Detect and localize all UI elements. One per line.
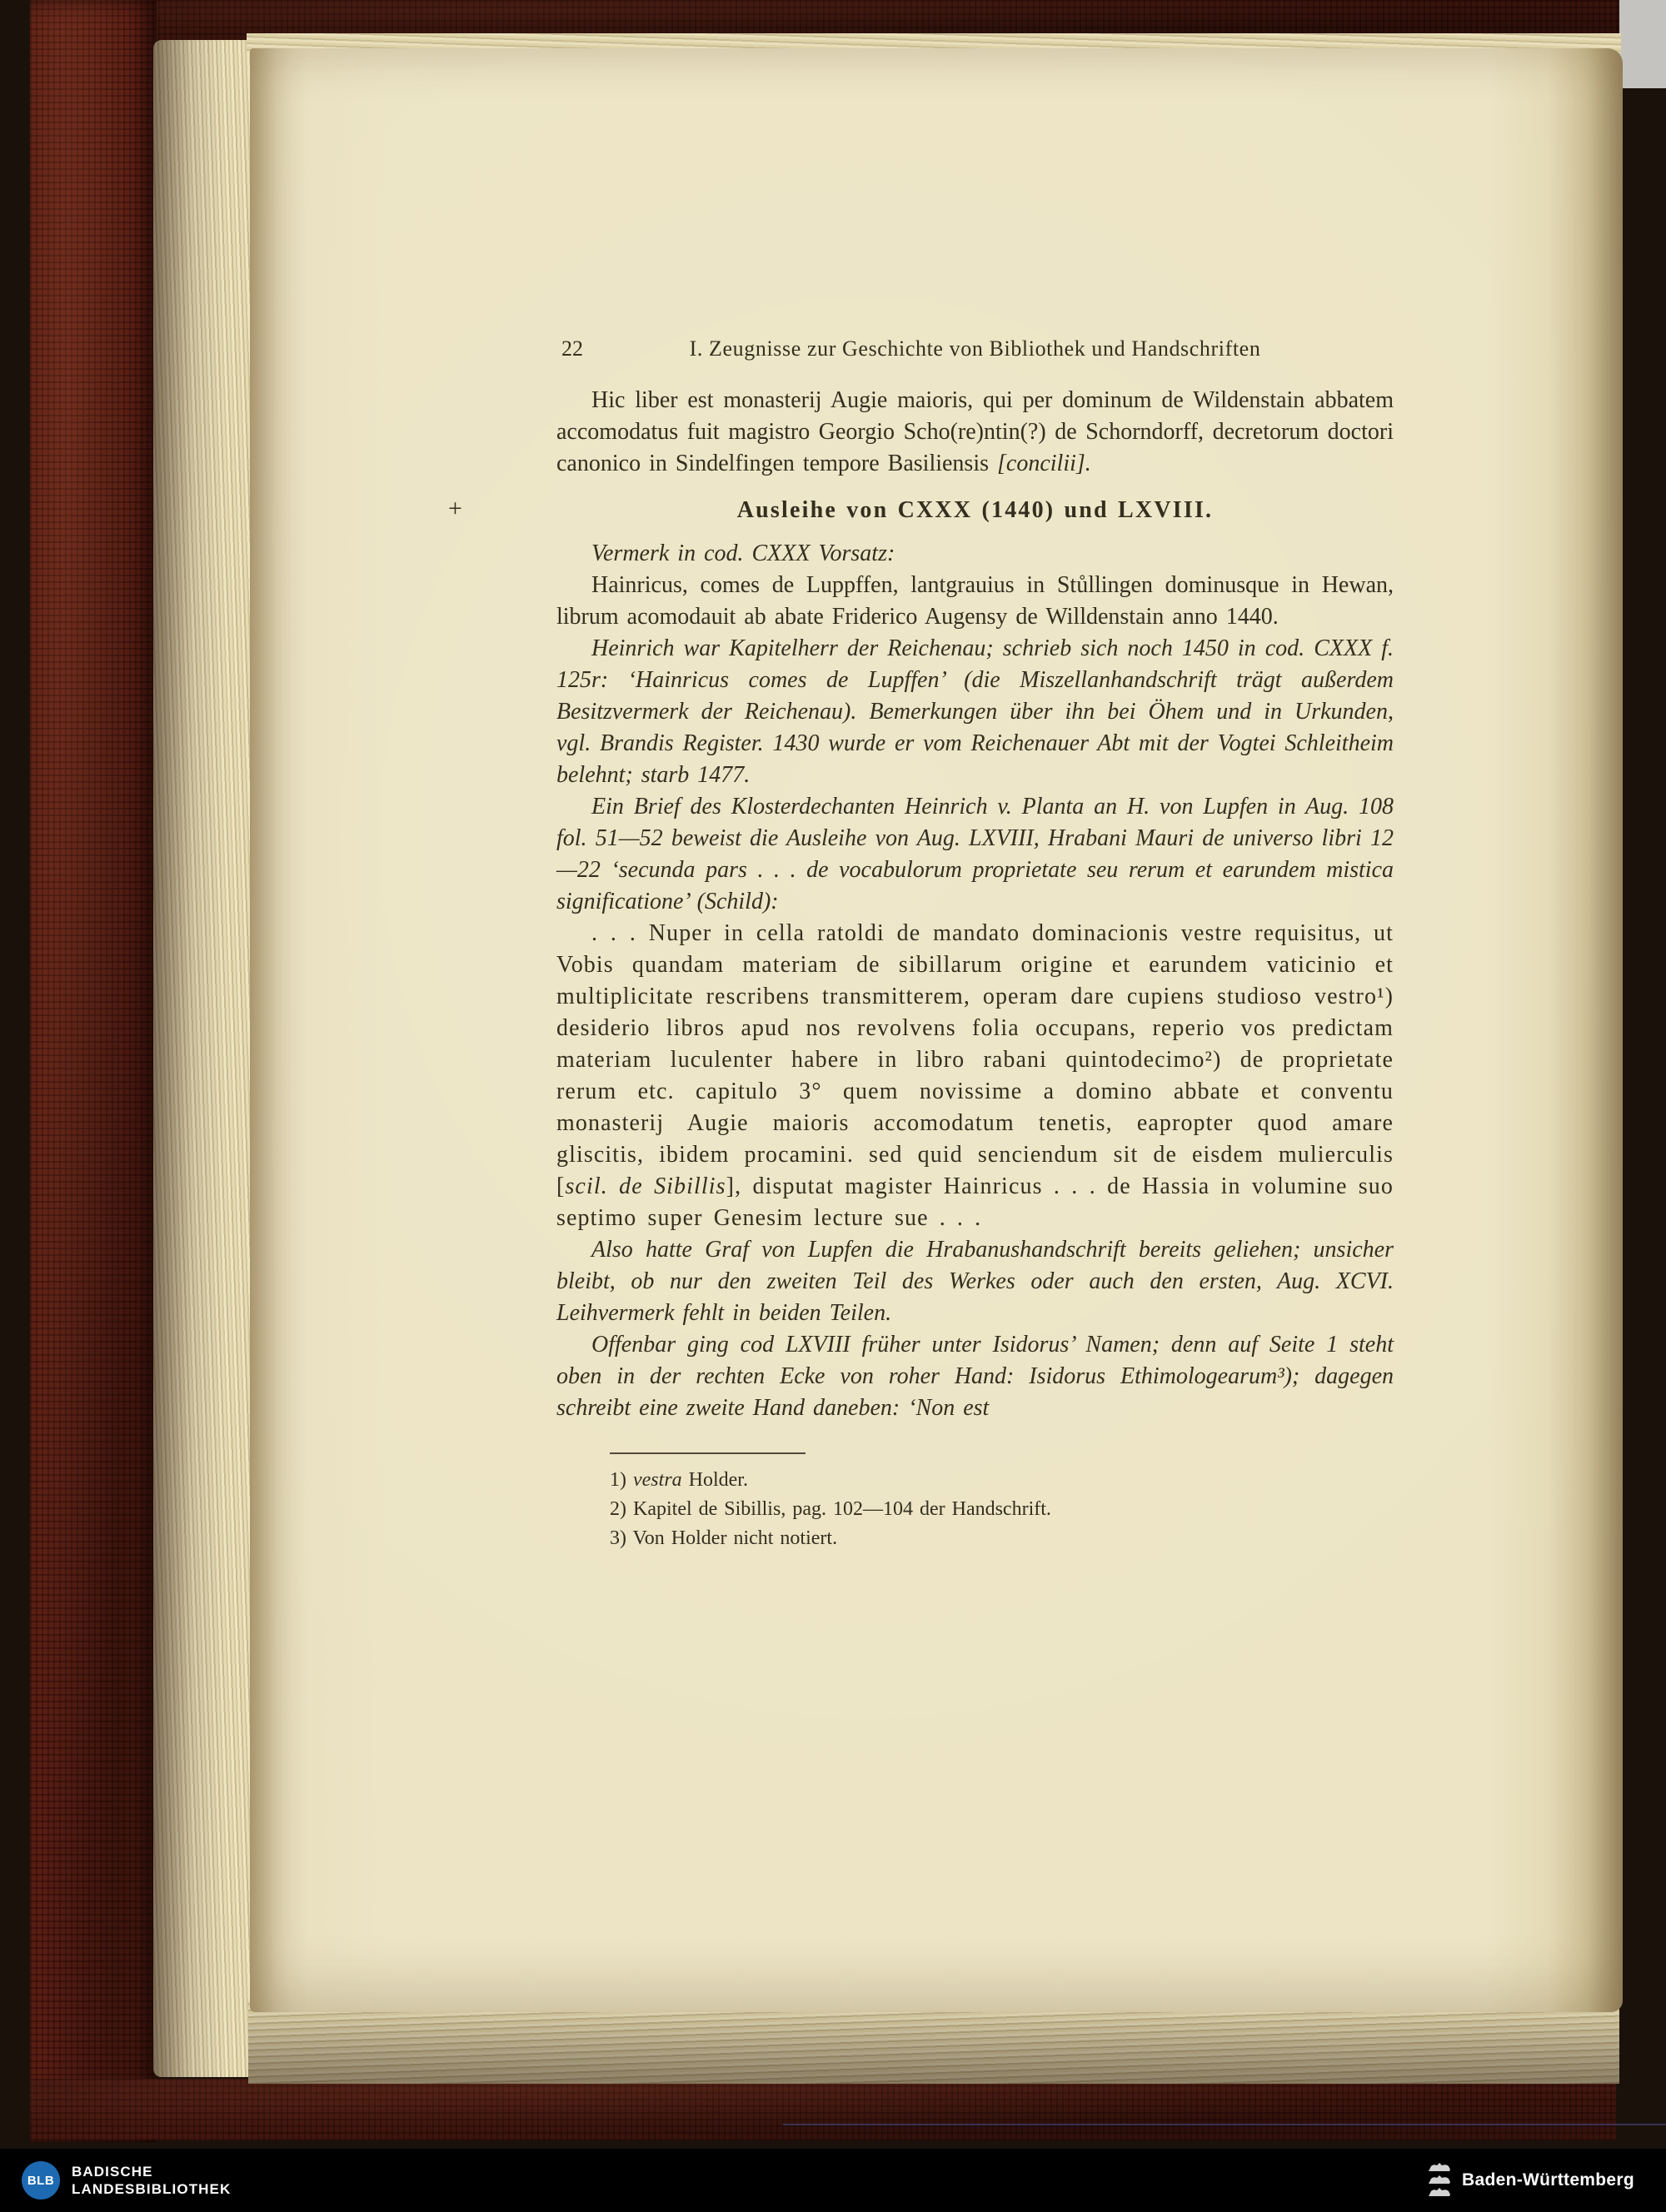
paragraph bbox=[556, 633, 1394, 791]
footnote bbox=[610, 1495, 1343, 1524]
baden-wuerttemberg-coat-of-arms-icon bbox=[1427, 2161, 1452, 2200]
text-segment: Vermerk in cod. CXXX Vorsatz: bbox=[591, 541, 895, 566]
text-segment: 3) Von Holder nicht notiert. bbox=[610, 1527, 838, 1549]
paragraph bbox=[556, 385, 1394, 480]
text-segment: vestra bbox=[633, 1469, 682, 1491]
book-page bbox=[250, 48, 1623, 2012]
text-segment: Offenbar ging cod LXVIII früher unter Isidorus’ Namen; denn auf Seite 1 steht oben in der rechten Ecke von roher Hand: Isidorus Ethimologearum³); dagegen schreibt eine zweite Hand daneben: ‘Non est bbox=[556, 1332, 1394, 1421]
paragraph bbox=[556, 918, 1394, 1234]
state-name: Baden-Württemberg bbox=[1462, 2170, 1634, 2190]
text-segment: 2) Kapitel de Sibillis, pag. 102—104 der Handschrift. bbox=[610, 1498, 1051, 1520]
paragraph bbox=[556, 570, 1394, 633]
footnotes bbox=[610, 1452, 1343, 1553]
text-segment: Holder. bbox=[681, 1469, 748, 1491]
body-text bbox=[448, 385, 1394, 1553]
blb-logo[interactable] bbox=[22, 2161, 231, 2200]
text-segment: Heinrich war Kapitelherr der Reichenau; schrieb sich noch 1450 in cod. CXXX f. 125r: ‘Hainricus comes de Lupffen’ (die Miszellanhandschrift trägt außerdem Besitzvermerk der Reichenau). Bemerkungen über ihn bei Öhem und in Urkunden, vgl. Brandis Register. 1430 wurde er vom Reichenauer Abt mit der Vogtei Schleitheim belehnt; starb 1477. bbox=[556, 635, 1394, 788]
text-segment: [concilii]. bbox=[997, 451, 1091, 476]
library-name bbox=[72, 2163, 231, 2198]
footer-brand-bar bbox=[0, 2149, 1666, 2212]
state-logo[interactable] bbox=[1427, 2161, 1634, 2200]
page-edge-stack-bottom bbox=[248, 2000, 1619, 2084]
text-segment: 1) bbox=[610, 1469, 633, 1491]
blb-badge-icon: BLB bbox=[22, 2161, 60, 2200]
scanner-background-corner bbox=[1619, 0, 1666, 88]
page-number: 22 bbox=[561, 336, 583, 361]
paragraph bbox=[556, 1234, 1394, 1329]
footnote bbox=[610, 1524, 1343, 1553]
book-cover-bottom-edge bbox=[30, 2079, 1616, 2140]
page-edge-stack-left bbox=[153, 40, 257, 2077]
text-segment: Hic liber est monasterij Augie maioris, qui per dominum de Wildenstain abbatem accomodatus fuit magistro Georgio Scho(re)ntin(?) de Schorndorff, decretorum doctori canonico in Sindelfingen tempore Basiliensis bbox=[556, 387, 1394, 476]
text-segment: . . . Nuper in cella ratoldi de mandato dominacionis vestre requisitus, ut Vobis quandam materiam de sibillarum origine et earundem vaticinio et multiplicitate rescribens transmitterem, operam dare cupiens studioso vestro¹) desiderio libros apud nos revolvens folia occupans, reperio vos predictam materiam luculenter habere in libro rabani quintodecimo²) de proprietate rerum etc. capitulo 3° quem novissime a domino abbate et conventu monasterij Augie maioris accomodatum tenetis, eapropter quod amare gliscitis, ibidem procamini. sed quid senciendum sit de eisdem mulierculis [ bbox=[556, 920, 1394, 1199]
library-name-line1: BADISCHE bbox=[72, 2164, 153, 2180]
paragraph bbox=[556, 791, 1394, 918]
footnote bbox=[610, 1466, 1343, 1495]
paragraph bbox=[556, 1329, 1394, 1424]
footnote-rule bbox=[610, 1452, 806, 1454]
text-segment: Ausleihe von CXXX (1440) und LXVIII. bbox=[736, 497, 1214, 523]
paragraph bbox=[556, 538, 1394, 570]
text-segment: Also hatte Graf von Lupfen die Hrabanushandschrift bereits geliehen; unsicher bleibt, ob nur den zweiten Teil des Werkes oder auch den ersten, Aug. XCVI. Leihvermerk fehlt in beiden Teilen. bbox=[556, 1237, 1394, 1326]
margin-plus-mark: + bbox=[448, 495, 462, 522]
section-heading bbox=[448, 495, 1394, 526]
book-cover-left bbox=[30, 0, 157, 2142]
text-segment: ], disputat magister Hainricus . . . de Hassia in volumine suo septimo super Genesim lecture sue . . . bbox=[556, 1173, 1394, 1231]
text-segment: Hainricus, comes de Luppffen, lantgrauius in Stůllingen dominusque in Hewan, librum acomodauit ab abate Friderico Augensy de Willdenstain anno 1440. bbox=[556, 572, 1394, 630]
running-title: I. Zeugnisse zur Geschichte von Bibliothek und Handschriften bbox=[689, 336, 1261, 361]
text-segment: scil. de Sibillis bbox=[565, 1173, 726, 1199]
text-segment: Ein Brief des Klosterdechanten Heinrich v. Planta an H. von Lupfen in Aug. 108 fol. 51—52 beweist die Ausleihe von Aug. LXVIII, Hrabani Mauri de universo libri 12—22 ‘secunda pars . . . de vocabulorum proprietate seu rerum et earundem mistica significatione’ (Schild): bbox=[556, 794, 1394, 914]
scan-artifact-line bbox=[783, 2124, 1666, 2125]
running-header bbox=[556, 336, 1394, 361]
library-name-line2: LANDESBIBLIOTHEK bbox=[72, 2181, 232, 2197]
